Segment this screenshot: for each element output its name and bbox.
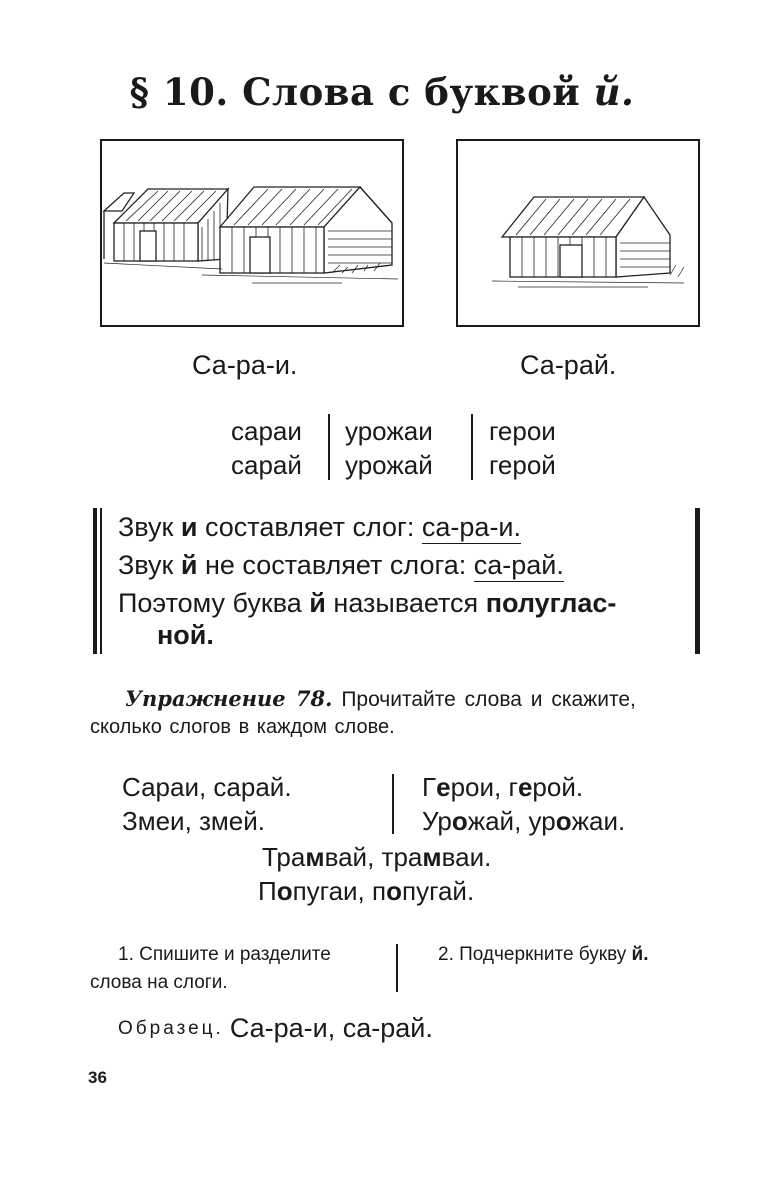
illustration-barns <box>100 139 404 327</box>
sample: Образец. Са-ра-и, са-рай. <box>118 1013 433 1043</box>
rule-line-4: ной. <box>157 620 214 650</box>
word-column-3 <box>489 414 556 482</box>
exercise-word-line: Сараи, сарай. <box>122 772 292 802</box>
exercise-word-line: Змеи, змей. <box>122 806 266 836</box>
exercise-word-line: Попугаи, попугай. <box>258 876 475 906</box>
column-divider <box>396 944 398 992</box>
column-divider <box>471 414 473 480</box>
rule-bar-left <box>93 508 97 654</box>
exercise-word-line: Трамвай, трамваи. <box>262 842 492 872</box>
word: урожай <box>345 450 433 480</box>
rule-line-3: Поэтому буква й называется полуглас- <box>118 588 617 618</box>
page-number: 36 <box>88 1068 107 1087</box>
exercise-word-line: Герои, герой. <box>422 772 584 802</box>
illustration-barn <box>456 139 700 327</box>
column-divider <box>392 774 394 834</box>
word: урожаи <box>345 416 433 446</box>
rule-line-1: Звук и составляет слог: са-ра-и. <box>118 512 522 542</box>
section-title: § 10. Слова с буквой й. <box>129 70 635 114</box>
rule-bar-right <box>695 508 700 654</box>
exercise-heading: Упражнение 78. Прочитайте слова и скажите, <box>125 686 636 711</box>
word-column-1 <box>231 414 302 482</box>
exercise-instruction: сколько слогов в каждом слове. <box>90 716 395 738</box>
exercise-word-line: Урожай, урожаи. <box>422 806 626 836</box>
task-1-line-2: слова на слоги. <box>90 972 228 993</box>
word: сарай <box>231 450 302 480</box>
word: герои <box>489 416 556 446</box>
word-column-2 <box>345 414 433 482</box>
rule-line-2: Звук й не составляет слога: са-рай. <box>118 550 564 580</box>
barn-drawing <box>458 141 698 325</box>
word: сараи <box>231 416 302 446</box>
barns-drawing <box>102 141 402 325</box>
word: герой <box>489 450 556 480</box>
rule-box <box>93 508 700 654</box>
task-2: 2. Подчеркните букву й. <box>438 944 649 965</box>
caption-left: Са-ра-и. <box>192 350 298 380</box>
column-divider <box>328 414 330 480</box>
caption-right: Са-рай. <box>520 350 617 380</box>
task-1-line-1: 1. Спишите и разделите <box>118 944 331 965</box>
